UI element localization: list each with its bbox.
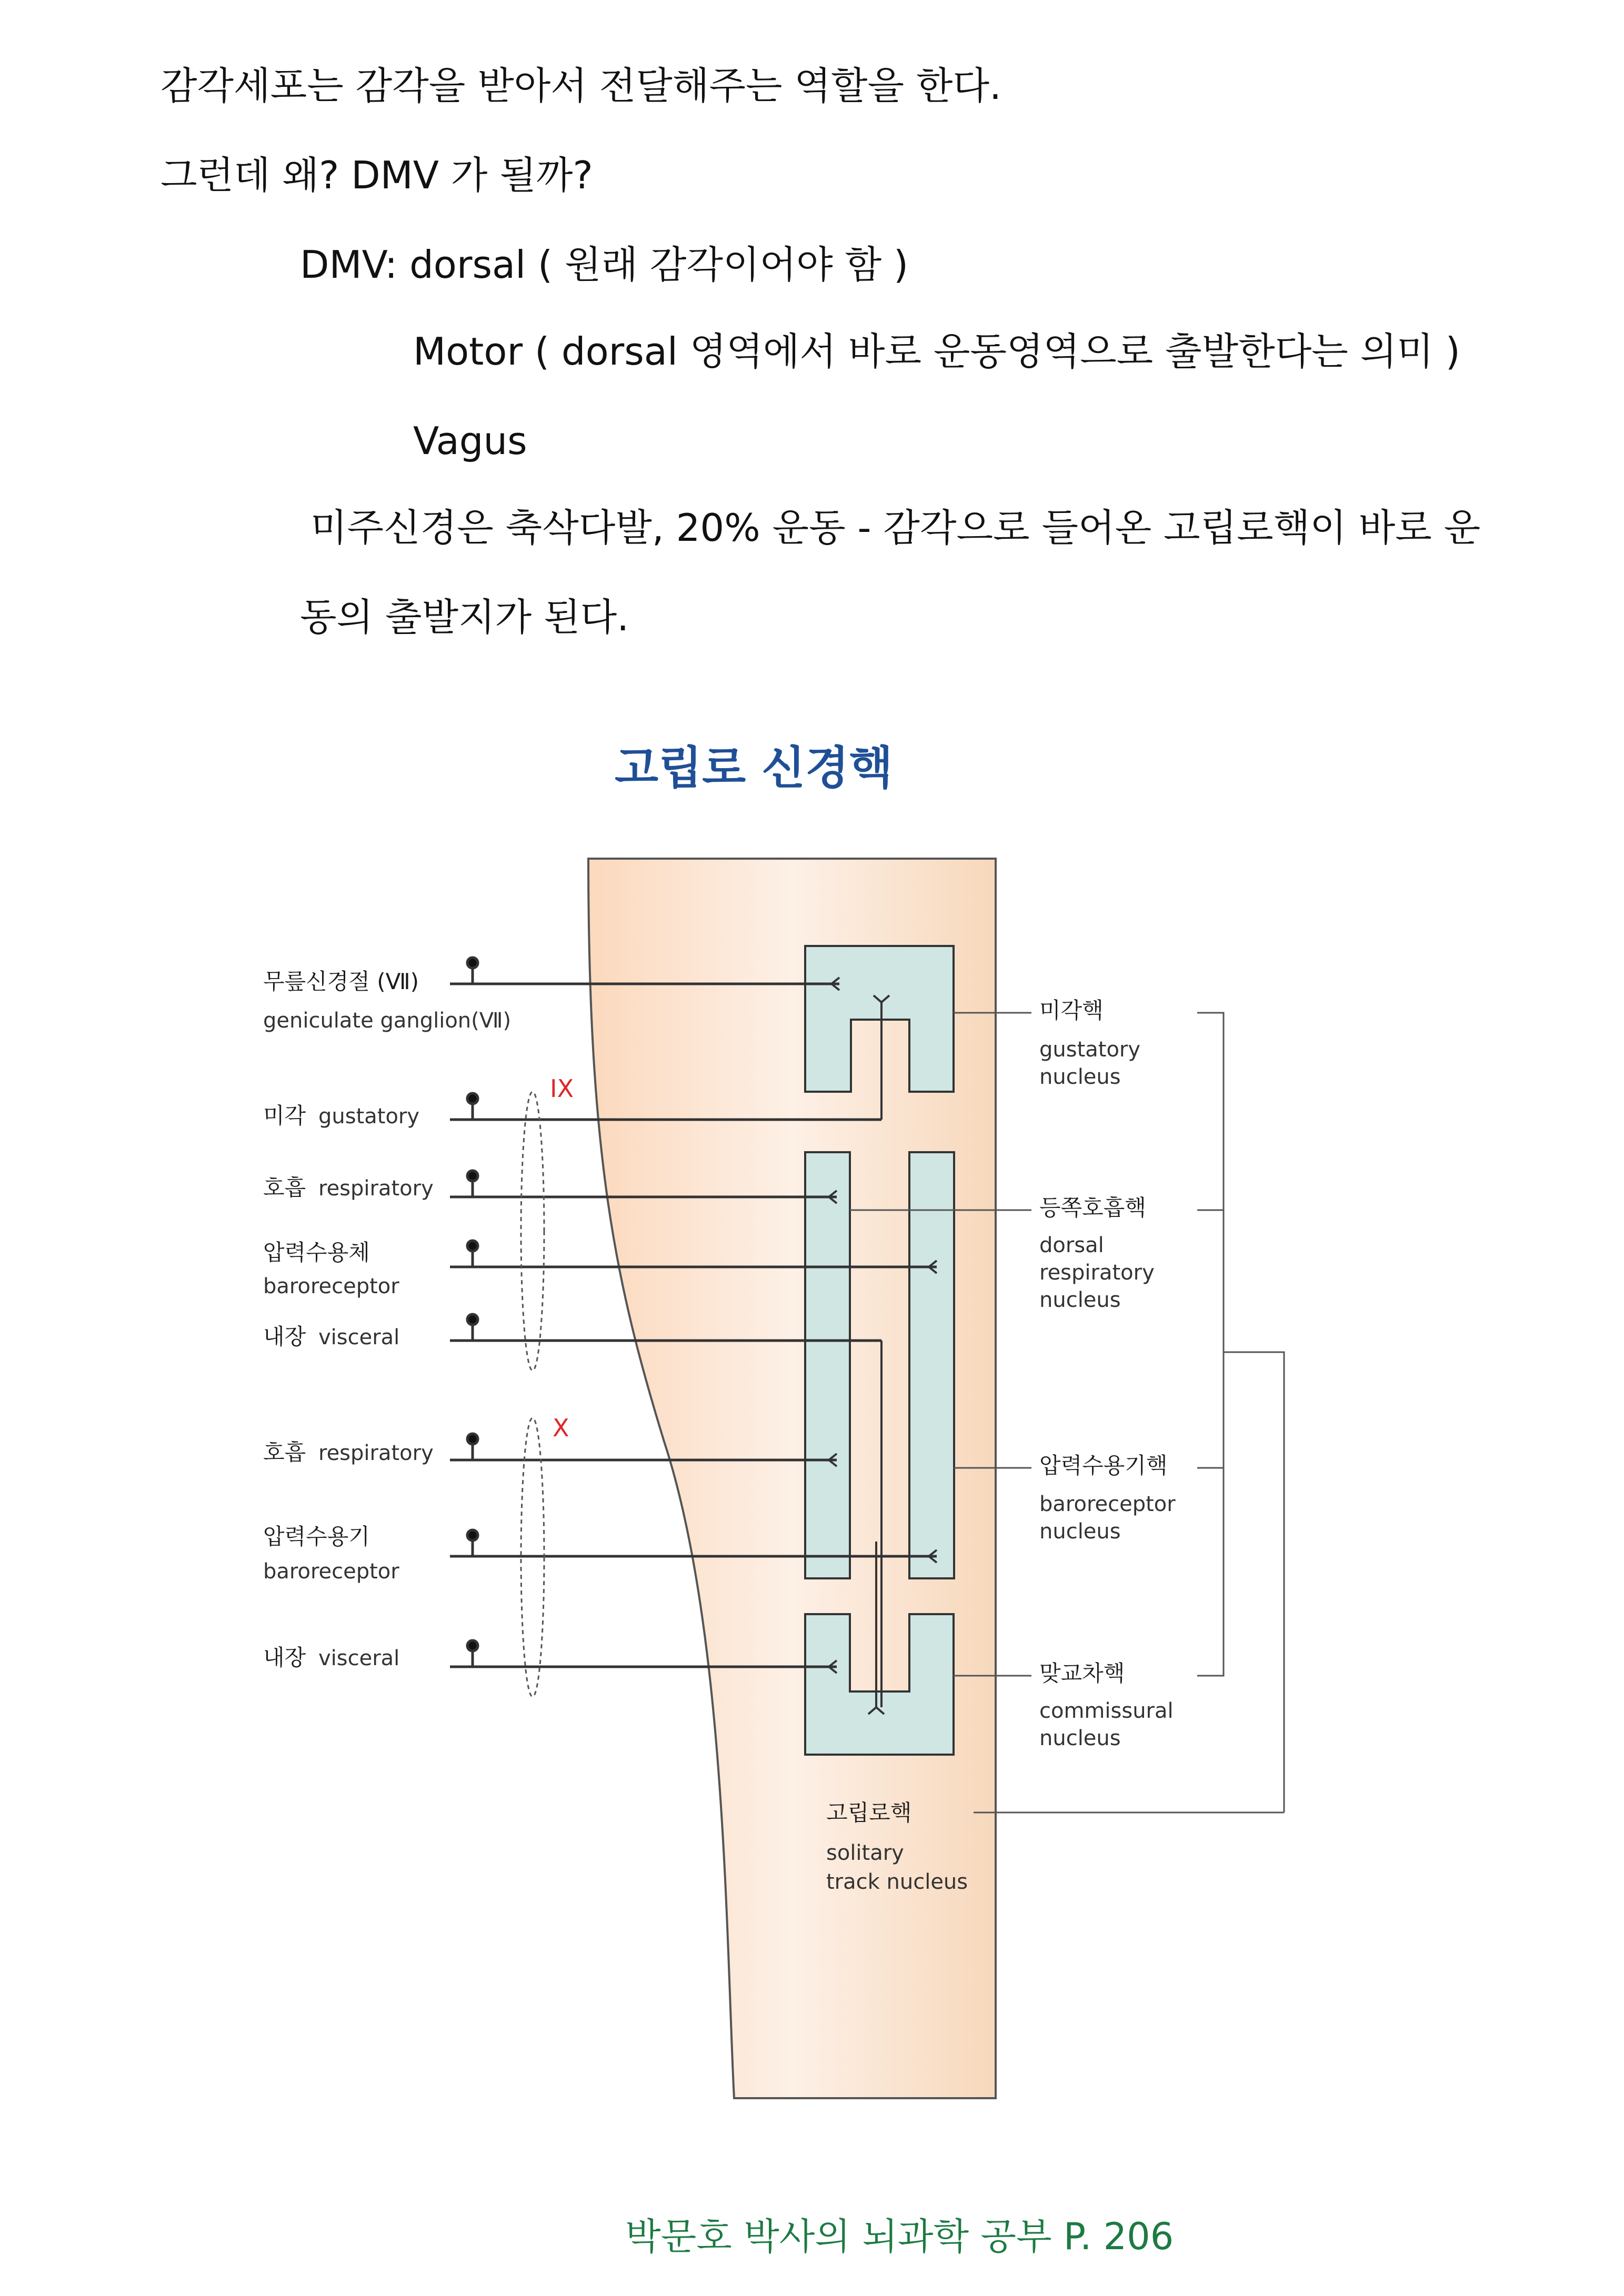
label-baro-nucleus-en2: nucleus bbox=[1039, 1519, 1121, 1544]
label-respiratory1-ko: 호흡 bbox=[263, 1175, 306, 1201]
text-line-7: 동의 출발지가 된다. bbox=[300, 595, 629, 639]
label-baro-nucleus-en1: baroreceptor bbox=[1039, 1492, 1176, 1516]
label-commissural-ko: 맞교차핵 bbox=[1039, 1660, 1125, 1686]
text-line-1: 감각세포는 감각을 받아서 전달해주는 역할을 한다. bbox=[161, 64, 1001, 108]
label-dorsal-resp-en1: dorsal bbox=[1039, 1233, 1104, 1257]
label-visceral1-en: visceral bbox=[318, 1325, 400, 1350]
label-geniculate-ko: 무릎신경절 (Ⅶ) bbox=[263, 969, 419, 994]
figure-title: 고립로 신경핵 bbox=[615, 742, 893, 794]
label-dorsal-resp-ko: 등쪽호흡핵 bbox=[1039, 1195, 1146, 1221]
label-baroreceptor1-ko: 압력수용체 bbox=[263, 1240, 370, 1265]
label-baroreceptor2-en: baroreceptor bbox=[263, 1559, 399, 1584]
label-solitary-en2: track nucleus bbox=[826, 1870, 968, 1894]
text-line-5: Vagus bbox=[413, 419, 527, 463]
nerve-x-marker: X bbox=[553, 1414, 569, 1442]
label-respiratory2-en: respiratory bbox=[318, 1441, 434, 1465]
label-gustatory-nucleus-en2: nucleus bbox=[1039, 1065, 1121, 1089]
label-visceral2-ko: 내장 bbox=[263, 1645, 306, 1670]
label-solitary-ko: 고립로핵 bbox=[826, 1800, 912, 1826]
label-commissural-en1: commissural bbox=[1039, 1699, 1174, 1723]
nerve-ix-marker: IX bbox=[550, 1074, 574, 1103]
text-line-6: 미주신경은 축삭다발, 20% 운동 - 감각으로 들어온 고립로핵이 바로 운 bbox=[310, 506, 1481, 550]
text-line-3: DMV: dorsal ( 원래 감각이어야 함 ) bbox=[300, 243, 909, 287]
label-baroreceptor2-ko: 압력수용기 bbox=[263, 1524, 370, 1549]
label-geniculate-en: geniculate ganglion(Ⅶ) bbox=[263, 1009, 512, 1033]
label-dorsal-resp-en3: nucleus bbox=[1039, 1288, 1121, 1312]
right-column-shape bbox=[909, 1152, 954, 1578]
label-gustatory-nucleus-ko: 미각핵 bbox=[1039, 998, 1104, 1023]
label-solitary-en1: solitary bbox=[826, 1841, 904, 1865]
label-respiratory1-en: respiratory bbox=[318, 1176, 434, 1201]
label-visceral2-en: visceral bbox=[318, 1646, 400, 1670]
label-visceral1-ko: 내장 bbox=[263, 1324, 306, 1350]
label-respiratory2-ko: 호흡 bbox=[263, 1439, 306, 1465]
left-column-shape bbox=[805, 1152, 850, 1578]
text-line-2: 그런데 왜? DMV 가 될까? bbox=[161, 153, 593, 197]
label-dorsal-resp-en2: respiratory bbox=[1039, 1261, 1155, 1285]
label-baroreceptor1-en: baroreceptor bbox=[263, 1274, 399, 1298]
label-gustatory-ko: 미각 bbox=[263, 1103, 306, 1129]
label-gustatory-nucleus-en1: gustatory bbox=[1039, 1038, 1141, 1062]
text-line-4: Motor ( dorsal 영역에서 바로 운동영역으로 출발한다는 의미 ) bbox=[413, 329, 1460, 374]
label-commissural-en2: nucleus bbox=[1039, 1726, 1121, 1750]
label-gustatory-en: gustatory bbox=[318, 1104, 420, 1129]
label-baro-nucleus-ko: 압력수용기핵 bbox=[1039, 1453, 1168, 1478]
page-footer: 박문호 박사의 뇌과학 공부 P. 206 bbox=[625, 2215, 1174, 2258]
